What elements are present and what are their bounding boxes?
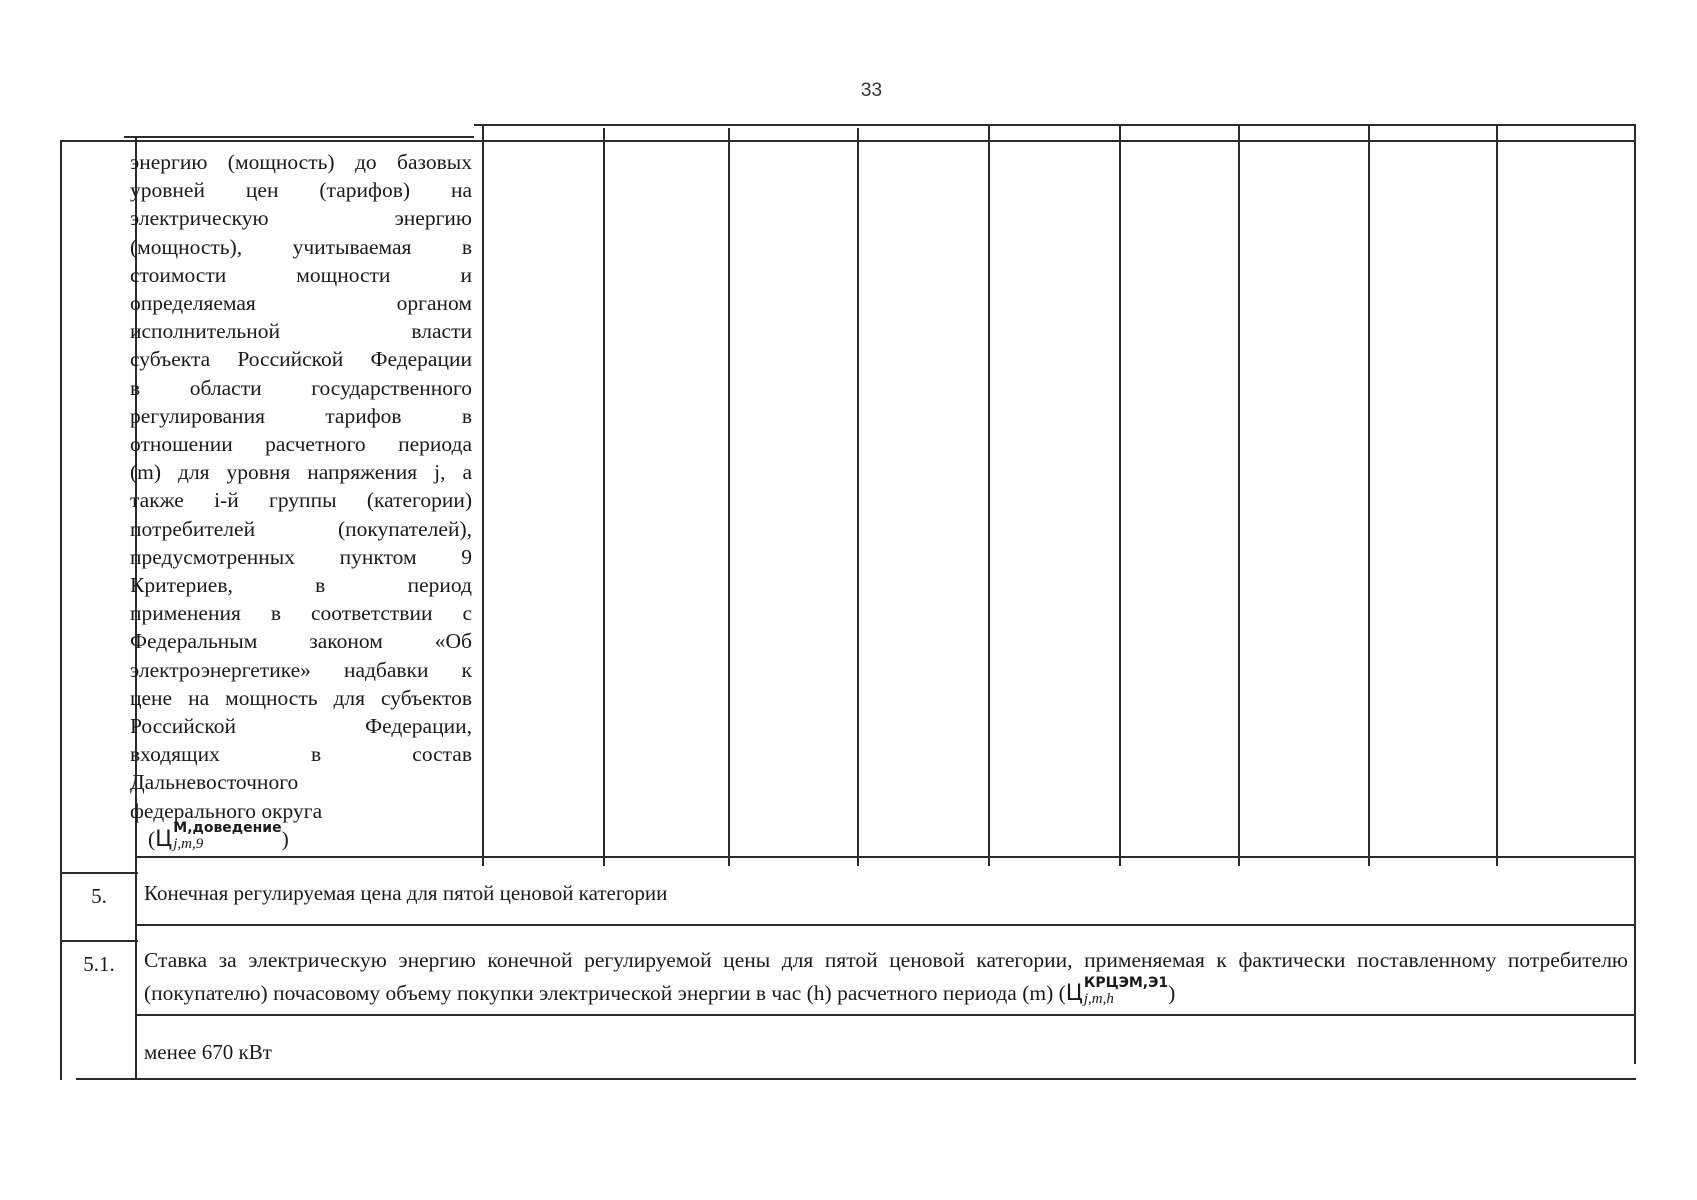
value-column-separator — [1496, 126, 1498, 866]
text-line: энергию (мощность) до базовых — [130, 150, 472, 174]
table-border-bottom — [76, 1078, 1636, 1080]
row-5-1-subrow-text: менее 670 кВт — [144, 1040, 272, 1064]
row-5-title: Конечная регулируемая цена для пятой ценовой категории — [144, 881, 668, 905]
row-separator — [137, 1014, 1636, 1016]
formula-close-paren: ) — [1168, 981, 1176, 1005]
row-separator — [62, 872, 138, 874]
text-line: электроэнергетике» надбавки к — [130, 657, 472, 682]
formula-symbol: Ц — [155, 826, 173, 852]
text-line: отношении расчетного периода — [130, 432, 472, 457]
value-column-separator — [1238, 126, 1240, 866]
text-line: определяемая органом — [130, 291, 472, 316]
text-line: Критериев, в период — [130, 573, 472, 598]
formula-price-doveden — [130, 820, 472, 857]
formula-close-paren: ) — [281, 826, 289, 851]
formula-open-paren: ( — [1058, 981, 1066, 1005]
value-column-separator — [1119, 126, 1121, 866]
text-line: Российской Федерации, — [130, 714, 472, 739]
table-border-top-right — [474, 124, 1636, 126]
text-line: исполнительной власти — [130, 319, 472, 344]
table-border-right — [1634, 124, 1636, 1064]
formula-subscript: j,m,h — [1083, 990, 1114, 1007]
text-line: регулирования тарифов в — [130, 403, 472, 428]
text-column-separator — [482, 124, 484, 866]
formula-superscript: КРЦЭМ,Э1 — [1083, 974, 1169, 991]
formula-superscript: М,доведение — [173, 820, 282, 837]
table-border-top-inner — [124, 136, 474, 138]
formula-symbol: Ц — [1065, 981, 1083, 1006]
text-line: (m) для уровня напряжения j, а — [130, 460, 472, 485]
value-column-separator — [728, 128, 730, 866]
value-column-separator — [1368, 126, 1370, 866]
text-line: также i-й группы (категории) — [130, 488, 472, 513]
page-number: 33 — [860, 80, 883, 101]
value-column-separator — [988, 126, 990, 866]
text-line: потребителей (покупателей), — [130, 516, 472, 541]
text-line: применения в соответствии с — [130, 601, 472, 626]
row-separator — [137, 924, 1636, 926]
value-column-separator — [603, 128, 605, 866]
text-line: стоимости мощности и — [130, 262, 472, 287]
text-line: цене на мощность для субъектов — [130, 685, 472, 710]
formula-open-paren: ( — [148, 826, 156, 851]
text-line: предусмотренных пунктом 9 — [130, 544, 472, 569]
formula-price-krcem — [1058, 974, 1176, 1007]
row-number-5: 5. — [91, 884, 107, 908]
table-border-left — [60, 140, 62, 1080]
text-line: входящих в состав — [130, 742, 472, 767]
row-separator — [62, 940, 138, 942]
text-line: Дальневосточного — [130, 770, 299, 795]
row-5-1-text: Ставка за электрическую энергию конечной регулируемой цены для пятой ценовой категории, применяемая к фактически поставленному потребителю (покупателю) почасовому объему покупки электрической энергии в час (h) расчетного периода (m) — [144, 948, 1628, 1005]
row-4-description — [130, 148, 472, 856]
text-line: Федеральным законом «Об — [130, 629, 472, 654]
text-line: электрическую энергию — [130, 206, 472, 231]
formula-subscript: j,m,9 — [173, 836, 204, 853]
value-column-separator — [857, 128, 859, 866]
text-line: федерального округа — [130, 798, 323, 823]
row-5-1-description — [144, 944, 1628, 1011]
text-line: в области государственного — [130, 375, 472, 400]
text-line: (мощность), учитываемая в — [130, 234, 472, 259]
table-border-top — [60, 140, 1636, 142]
text-line: субъекта Российской Федерации — [130, 347, 472, 372]
text-line: уровней цен (тарифов) на — [130, 178, 472, 203]
row-number-5-1: 5.1. — [83, 952, 115, 976]
